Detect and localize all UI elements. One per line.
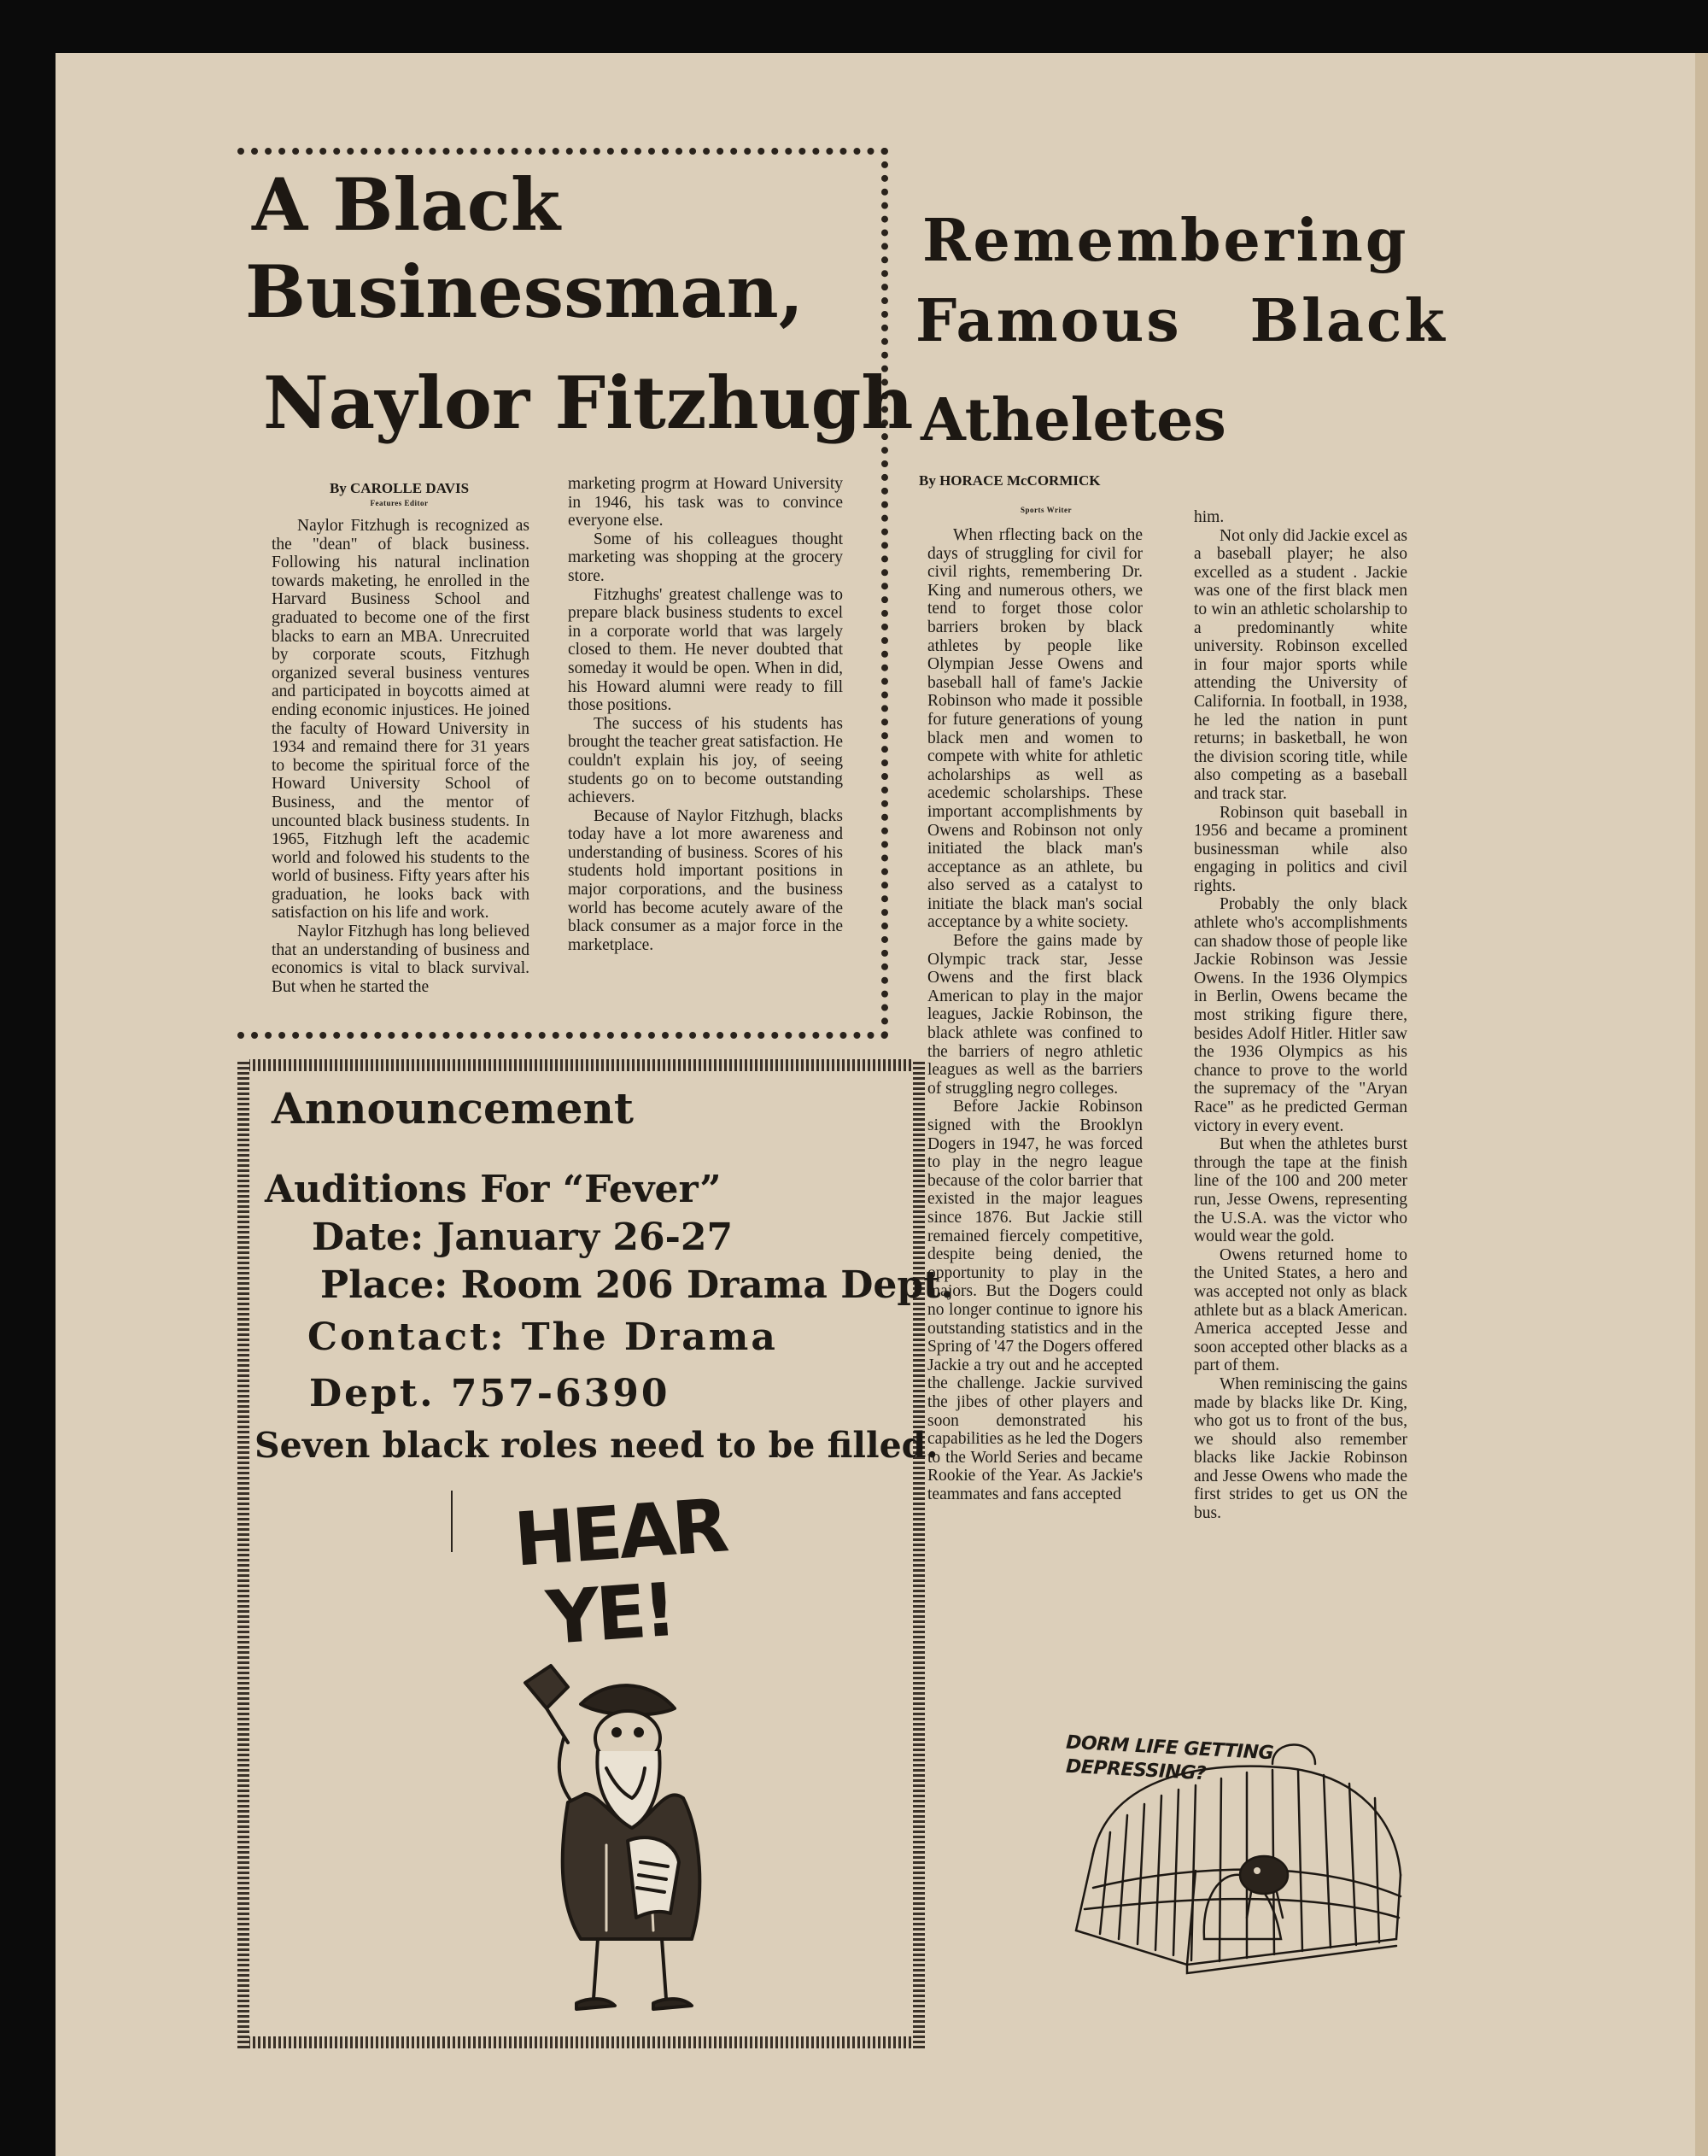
article-fitzhugh-byline-title: Features Editor bbox=[370, 499, 429, 507]
announcement-line-auditions: Auditions For “Fever” bbox=[265, 1168, 722, 1211]
cartoon-caption-line1: DORM LIFE GETTING bbox=[1065, 1731, 1274, 1765]
hear-ye-line2: YE! bbox=[543, 1567, 676, 1662]
paragraph: Some of his colleagues thought marketing was shopping at the grocery store. bbox=[568, 530, 843, 585]
paragraph: But when the athletes burst through the tape at the finish line of the 100 and 200 meter run, Jesse Owens, representing the U.S.A. was the victor who would wear the gold. bbox=[1194, 1135, 1407, 1246]
greek-key-border-right bbox=[913, 1059, 925, 2048]
paragraph: The success of his students has brought the teacher great satisfaction. He couldn't explain his joy, of seeing students go on to become outstanding achievers. bbox=[568, 714, 843, 807]
birdcage-illustration bbox=[1059, 1725, 1418, 1982]
paragraph: Robinson quit baseball in 1956 and became a prominent businessman while also engaging in politics and civil rights. bbox=[1194, 803, 1407, 895]
article-athletes-headline-line1: Remembering bbox=[922, 207, 1409, 275]
article-fitzhugh-headline-line1: A Black bbox=[252, 162, 561, 247]
announcement-line-date: Date: January 26-27 bbox=[312, 1216, 734, 1259]
article-fitzhugh-column-2 bbox=[568, 475, 843, 954]
greek-key-border-top bbox=[237, 1059, 925, 1071]
article-fitzhugh-column-1 bbox=[272, 517, 529, 996]
divider-line bbox=[451, 1491, 453, 1552]
greek-key-border-bottom bbox=[237, 2036, 925, 2048]
town-crier-illustration bbox=[478, 1657, 760, 2033]
paragraph: him. bbox=[1194, 508, 1225, 526]
paragraph: Probably the only black athlete who's accomplishments can shadow those of people like Jackie Robinson was Jessie Owens. In the 1936 Olympics in Berlin, Owens became the most striking figure there, besides Adolf Hitler. Hitler saw the 1936 Olympics as his chance to prove to the world the supremacy of the "Aryan Race" as he predicted German victory in every event. bbox=[1194, 895, 1407, 1135]
paragraph: Naylor Fitzhugh has long believed that an understanding of business and economics is vital to black survival. But when he started the bbox=[272, 923, 529, 996]
article-athletes-headline-line2: Famous Black bbox=[915, 287, 1448, 355]
paragraph: Naylor Fitzhugh is recognized as the "dean" of black business. Following his natural inclination towards maketing, he enrolled in the Harvard Business School and graduated to become one of the first blacks to earn an MBA. Unrecruited by corporate scouts, Fitzhugh organized several business ventures and participated in boycotts aimed at ending economic injustices. He joined the faculty of Howard University in 1934 and remaind there for 31 years to become the spiritual force of the Howard University School of Business, and the mentor of uncounted black business students. In 1965, Fitzhugh left the academic world and folowed his students to the world of business. Fifty years after his graduation, he looks back with satisfaction on his life and work. bbox=[272, 517, 529, 923]
article-athletes-column-1 bbox=[927, 526, 1143, 1503]
paragraph: When rflecting back on the days of struggling for civil for civil rights, remembering Dr. King and numerous others, we tend to forget those color barriers broken by black athletes by people like Olympian Jesse Owens and baseball hall of fame's Jackie Robinson who made it possible for future generations of young black men and women to compete with white for athletic acholarships as well as acedemic scholarships. These important accomplishments by Owens and Robinson not only initiated the black man's acceptance as an athlete, bu also served as a catalyst to initiate the black man's social acceptance by a white society. bbox=[927, 526, 1143, 932]
page-gutter bbox=[1695, 53, 1708, 2156]
cartoon-caption-line2: DEPRESSING? bbox=[1065, 1755, 1207, 1785]
paragraph: marketing progrm at Howard University in 1946, his task was to convince everyone else. bbox=[568, 475, 843, 530]
announcement-line-phone: Dept. 757-6390 bbox=[309, 1372, 670, 1415]
announcement-line-roles: Seven black roles need to be filled. bbox=[254, 1425, 939, 1466]
announcement-title: Announcement bbox=[272, 1083, 634, 1134]
paragraph: Before the gains made by Olympic track star, Jesse Owens and the first black American to play in the major leagues, Jackie Robinson, the black athlete was confined to the barriers of negro athletic leagues as well as the barriers of struggling negro colleges. bbox=[927, 932, 1143, 1098]
paragraph: Not only did Jackie excel as a baseball player; he also excelled as a student . Jackie was one of the first black men to win an athletic scholarship to a predominantly white university. Robinson excelled in four major sports while attending the University of California. In football, in 1938, he led the nation in punt returns; in basketball, he won the division scoring title, while also competing as a baseball and track star. bbox=[1194, 526, 1407, 803]
article-athletes-byline: By HORACE McCORMICK bbox=[919, 472, 1101, 489]
article-fitzhugh-headline-line3: Naylor Fitzhugh bbox=[263, 360, 914, 445]
article-athletes-headline-line3: Atheletes bbox=[921, 386, 1226, 454]
greek-key-border-left bbox=[237, 1059, 249, 2048]
article-fitzhugh-byline: By CAROLLE DAVIS bbox=[329, 480, 470, 496]
article-athletes-byline-title: Sports Writer bbox=[1021, 506, 1072, 514]
hear-ye-line1: HEAR bbox=[511, 1483, 728, 1584]
paragraph: Owens returned home to the United States, a hero and was accepted not only as black athlete but as a black American. America accepted Jesse and soon accepted other blacks as a part of them. bbox=[1194, 1245, 1407, 1375]
article-athletes-column-2 bbox=[1194, 508, 1407, 1523]
paragraph: Before Jackie Robinson signed with the Brooklyn Dogers in 1947, he was forced to play in the negro league because of the color barrier that existed in the major leagues since 1876. But Jackie still remained fiercely competitive, despite being denied, the opportunity to play in the majors. But the Dogers could no longer continue to ignore his outstanding statistics and in the Spring of '47 the Dogers offered Jackie a try out and he accepted the challenge. Jackie survived the jibes of other players and soon demonstrated his capabilities as he led the Dogers to the World Series and became Rookie of the Year. As Jackie's teammates and fans accepted bbox=[927, 1098, 1143, 1503]
paragraph: Fitzhughs' greatest challenge was to prepare black business students to excel in a corporate world that was largely closed to them. He never doubted that someday it would be open. When in did, his Howard alumni were ready to fill those positions. bbox=[568, 585, 843, 715]
paragraph: When reminiscing the gains made by blacks like Dr. King, who got us to front of the bus, we should also remember blacks like Jackie Robinson and Jesse Owens who made the first strides to get us ON the bus. bbox=[1194, 1374, 1407, 1523]
article-fitzhugh-headline-line2: Businessman, bbox=[245, 249, 804, 334]
announcement-line-place: Place: Room 206 Drama Dept. bbox=[320, 1263, 954, 1307]
paragraph: Because of Naylor Fitzhugh, blacks today have a lot more awareness and understanding of business. Scores of his students hold important positions in major corporations, and the business world has become acutely aware of the black consumer as a major force in the marketplace. bbox=[568, 806, 843, 954]
announcement-line-contact: Contact: The Drama bbox=[307, 1315, 778, 1359]
